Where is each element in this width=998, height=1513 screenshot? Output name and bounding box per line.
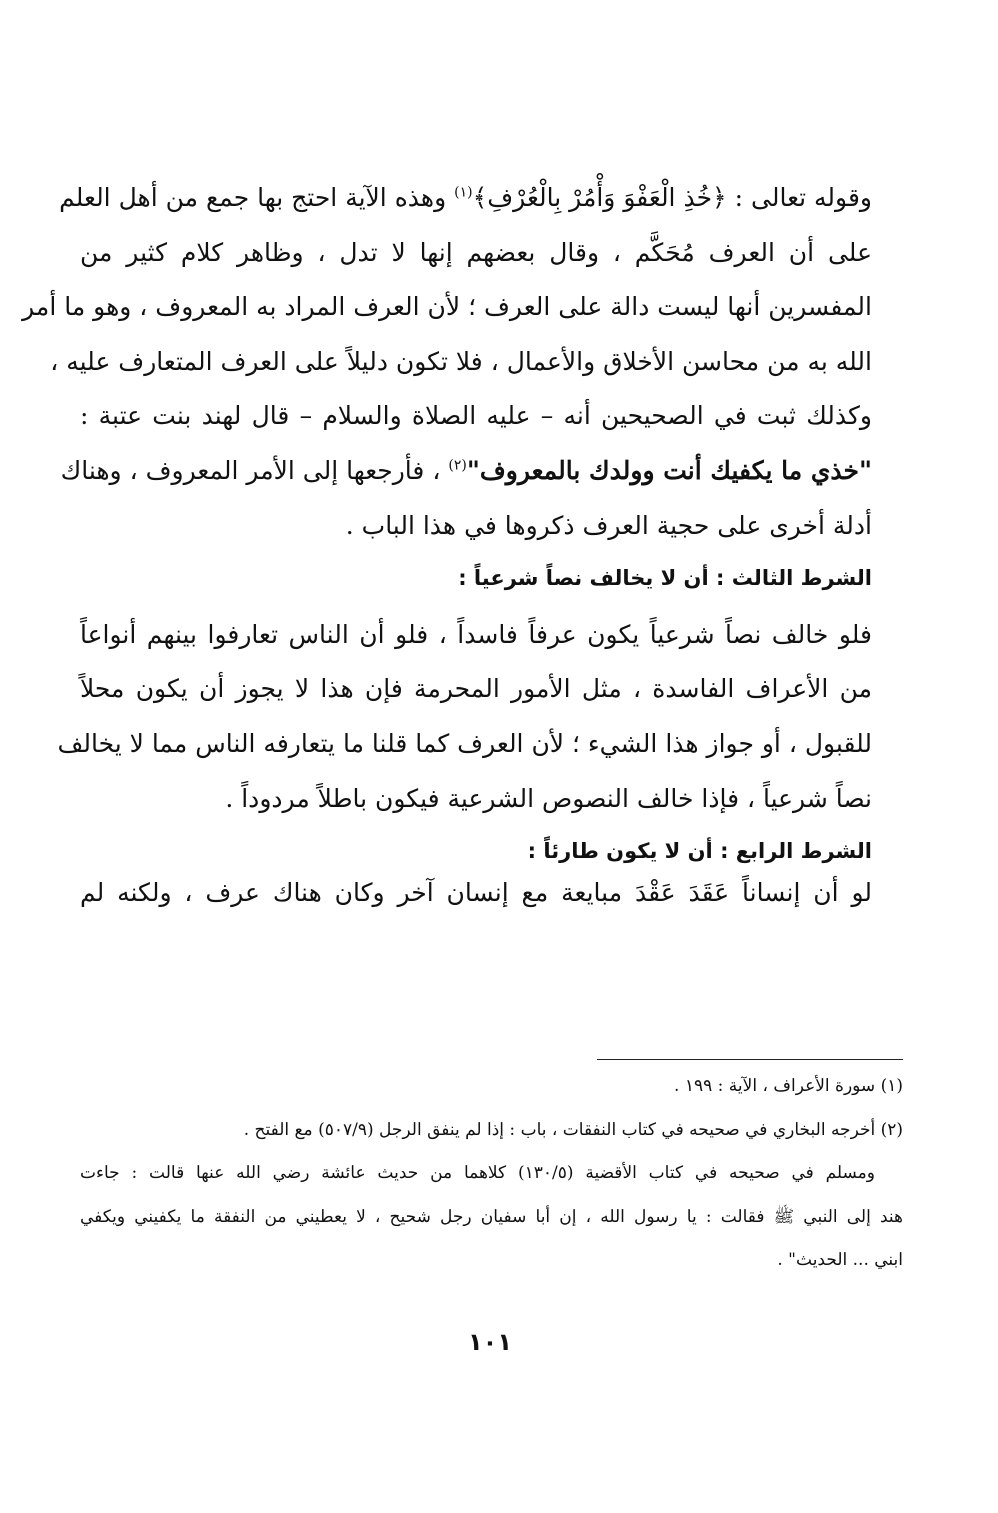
main-text (22, 178, 872, 928)
quran-verse: وقوله تعالى : ﴿خُذِ الْعَفْوَ وَأْمُرْ بِالْعُرْفِ﴾ (472, 183, 872, 212)
text-line: على أن العرف مُحَكَّم ، وقال بعضهم إنها لا تدل ، وظاهر كلام كثير من (80, 237, 872, 267)
section-heading-third-condition (80, 560, 872, 615)
text-segment: وهذه الآية احتج بها جمع من أهل العلم (59, 183, 455, 212)
heading-text: : أن لا يخالف نصاً شرعياً : (458, 566, 732, 591)
text-line: وكذلك ثبت في الصحيحين أنه – عليه الصلاة والسلام – قال لهند بنت عتبة : (80, 401, 872, 431)
footnotes (80, 1072, 903, 1290)
text-line: لو أن إنساناً عَقَدَ عَقْدَ مبايعة مع إنسان آخر وكان هناك عرف ، ولكنه لم (80, 878, 872, 908)
text-segment: ، فأرجعها إلى الأمر المعروف ، وهناك (60, 455, 449, 485)
text-line: للقبول ، أو جواز هذا الشيء ؛ لأن العرف كما قلنا ما يتعارفه الناس مما لا يخالف (57, 728, 872, 758)
heading-label: الشرط الثالث (731, 566, 872, 591)
text-line: فلو خالف نصاً شرعياً يكون عرفاً فاسداً ، فلو أن الناس تعارفوا بينهم أنواعاً (80, 619, 872, 649)
text-line: أدلة أخرى على حجية العرف ذكروها في هذا الباب . (345, 510, 872, 540)
text-line: المفسرين أنها ليست دالة على العرف ؛ لأن العرف المراد به المعروف ، وهو ما أمر (22, 292, 872, 322)
heading-text: : أن لا يكون طارئاً : (527, 839, 736, 864)
text-line: الله به من محاسن الأخلاق والأعمال ، فلا تكون دليلاً على العرف المتعارف عليه ، (50, 346, 872, 376)
hadith-quote: "خذي ما يكفيك أنت وولدك بالمعروف" (466, 455, 872, 485)
footnote-2-continued: ومسلم في صحيحه في كتاب الأقضية (١٣٠/٥) كلاهما من حديث عائشة رضي الله عنها قالت : جاءت (80, 1163, 875, 1183)
section-heading-fourth-condition (80, 833, 872, 873)
footnote-2-continued: ابني ... الحديث" . (777, 1250, 903, 1270)
footnote-1: (١) سورة الأعراف ، الآية : ١٩٩ . (674, 1076, 903, 1096)
text-line: نصاً شرعياً ، فإذا خالف النصوص الشرعية فيكون باطلاً مردوداً . (225, 783, 872, 813)
footnote-divider (597, 1059, 903, 1060)
footnote-ref-1[interactable]: (١) (454, 184, 473, 201)
footnote-ref-2[interactable]: (٢) (448, 457, 467, 474)
footnote-2: (٢) أخرجه البخاري في صحيحه في كتاب النفقات ، باب : إذا لم ينفق الرجل (٥٠٧/٩) مع الفتح . (243, 1119, 903, 1140)
footnote-2-continued: هند إلى النبي ﷺ فقالت : يا رسول الله ، إن أبا سفيان رجل شحيح ، لا يعطيني من النفقة ما يكفيني ويكفي (80, 1206, 903, 1227)
heading-label: الشرط الرابع (735, 839, 872, 864)
text-line: من الأعراف الفاسدة ، مثل الأمور المحرمة فإن هذا لا يجوز أن يكون محلاً (80, 674, 872, 704)
text-line (59, 178, 872, 233)
text-line (60, 451, 872, 506)
page-number: ١٠١ (468, 1328, 512, 1356)
